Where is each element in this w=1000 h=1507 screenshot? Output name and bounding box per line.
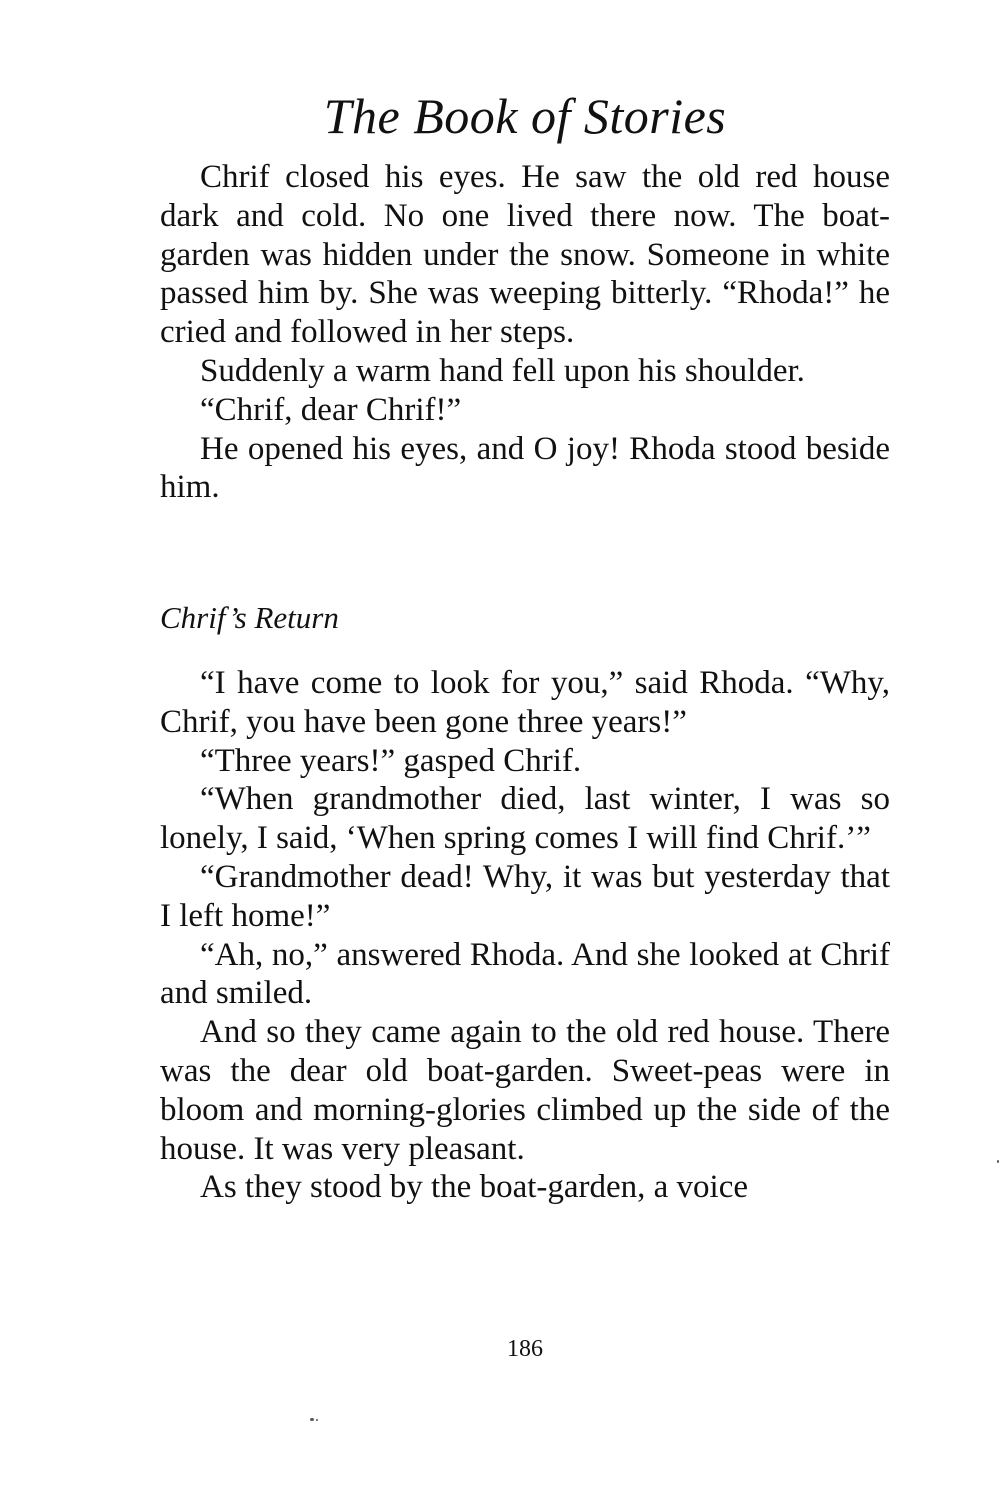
paragraph: “Three years!” gasped Chrif. [200,742,582,779]
section-heading: Chrif’s Return [160,600,339,635]
paragraph: “I have come to look for you,” said Rhoda. “Why, Chrif, you have been gone three years!” [160,665,890,740]
paragraph: As they stood by the boat-garden, a voice [200,1169,749,1206]
story-text-part1 [160,158,890,507]
paragraph: Suddenly a warm hand fell upon his shoulder. [200,352,805,389]
paragraph: He opened his eyes, and O joy! Rhoda stood beside him. [160,430,890,506]
running-head: The Book of Stories [323,88,727,144]
paragraph: “Grandmother dead! Why, it was but yesterday that I left home!” [160,858,890,934]
page-number: 186 [507,1336,543,1362]
paragraph: “Chrif, dear Chrif!” [200,391,462,428]
paragraph: “When grandmother died, last winter, I was so lonely, I said, ‘When spring comes I will find Chrif.’” [160,781,890,857]
paragraph: Chrif closed his eyes. He saw the old red house dark and cold. No one lived there now. The boat-garden was hidden under the snow. Someone in white passed him by. She was weeping bitterly. “Rhoda!” he cried and followed in her steps. [160,159,890,351]
print-speck [316,1419,318,1421]
paragraph: “Ah, no,” answered Rhoda. And she looked at Chrif and smiled. [160,936,890,1012]
story-text-part2 [160,664,890,1207]
paragraph: And so they came again to the old red house. There was the dear old boat-garden. Sweet-peas were in bloom and morning-glories climbed up the side of the house. It was very pleasant. [160,1014,890,1167]
print-speck [997,1160,999,1163]
print-speck [310,1418,314,1421]
